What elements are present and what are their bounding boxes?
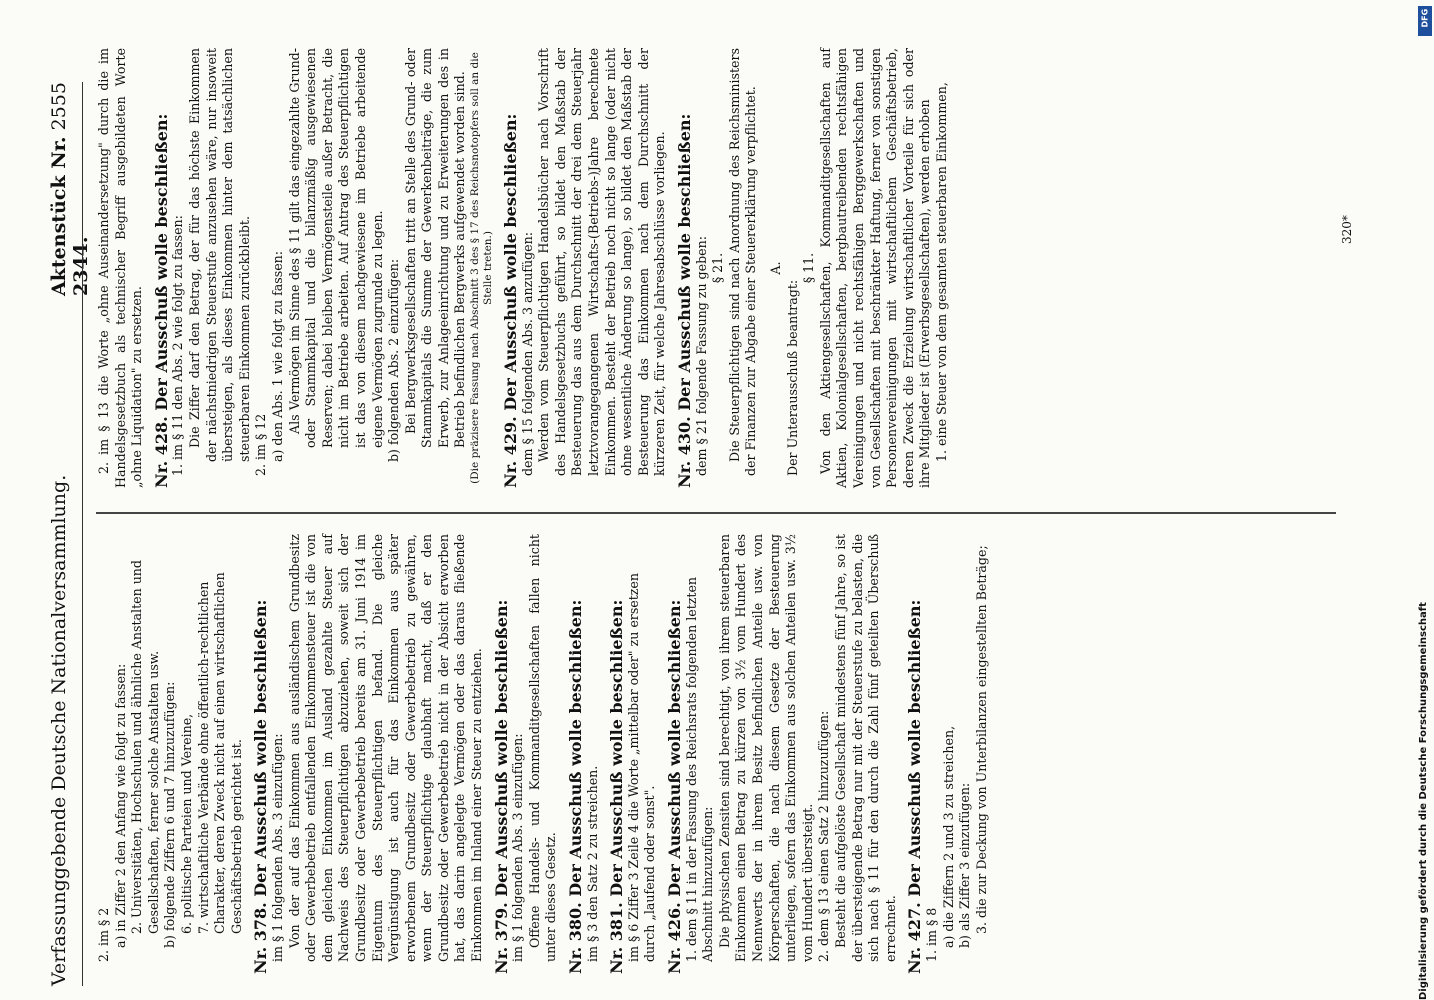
paragraph: Die physischen Zensiten sind berechtigt, von ihrem steuerbaren Einkommen einen Betrag zu kürzen von 3½ vom Hundert des Nennwerts der in ihrem Besitz befindlichen Anteile usw. von Körperschaften, die nach diesem Gesetze der Besteuerung unterliegen, sofern das Einkommen aus solchen Anteilen usw. 3½ vom Hundert übersteigt. — [716, 534, 815, 962]
text-line: im § 6 Ziffer 3 Zeile 4 die Worte „mittelbar oder" zu ersetzen durch „laufend oder sonst". — [625, 573, 658, 962]
page-footer-mark: 320* — [1340, 215, 1354, 244]
section-heading: Nr. 426. Der Ausschuß wolle beschließen: — [665, 599, 684, 974]
paragraph: Bei Bergwerksgesellschaften tritt an Stelle des Grund- oder Stammkapitals die Summe der Gewerkenbeiträge, die zum Erwerb, zur Anlageeinrichtung und zu Erweiterungen des in Betrieb befindlichen Bergwerks aufgewendet worden sind. — [402, 48, 468, 448]
right-column — [96, 48, 951, 488]
text-line: im § 1 folgenden Abs. 3 einzufügen: — [269, 733, 285, 962]
text-line: 6. politische Parteien und Vereine, — [178, 713, 194, 934]
header-document-number: Aktenstück Nr. 2344. — [48, 136, 92, 296]
text-line: b) folgende Ziffern 6 und 7 hinzuzufügen: — [162, 681, 178, 948]
paragraph: Von den Aktiengesellschaften, Kommanditgesellschaften auf Aktien, Kolonialgesellschaften, bergbautreibenden rechtsfähigen Vereinigungen und nicht rechtsfähigen Berggewerkschaften und von Gesellschaften mit beschränkter Haftung, ferner von sonstigen Personenvereinigungen mit wirtschaftlichem Geschäftsbetrieb, deren Zweck die Erzielung wirtschaftlicher Vorteile für sich oder ihre Mitglieder ist (Erwerbsgesellschaften), werden erhoben — [817, 48, 933, 488]
text-line: b) als Ziffer 3 einzufügen: — [957, 782, 973, 948]
text-line: 2. im § 12 — [253, 413, 269, 476]
text-line: 2. im § 2 — [96, 907, 111, 962]
page-header — [44, 82, 92, 986]
paragraph: Als Vermögen im Sinne des § 11 gilt das eingezahlte Grund- oder Stammkapital und die bilanzmäßig ausgewiesenen Reserven; dabei bleiben Vermögensteile außer Betracht, die nicht im Betriebe arbeiten. Auf Antrag des Steuerpflichtigen ist das von diesem nachgewiesene im Betriebe arbeitende eigene Vermögen zugrunde zu legen. — [286, 48, 385, 448]
paragraph-symbol: § 11. — [801, 252, 817, 284]
left-column — [96, 534, 990, 974]
header-rule — [82, 82, 83, 986]
section-heading: Nr. 381. Der Ausschuß wolle beschließen: — [607, 599, 627, 974]
text-line: 2. dem § 13 einen Satz 2 hinzuzufügen: — [816, 710, 832, 962]
paragraph: Die Steuerpflichtigen sind nach Anordnung des Reichsministers der Finanzen zur Abgabe einer Steuererklärung verpflichtet. — [726, 48, 759, 476]
text-line: a) die Ziffern 2 und 3 zu streichen, — [940, 725, 956, 948]
text-line: 2. Universitäten, Hochschulen und ähnliche Anstalten und Gesellschaften, ferner solche Anstalten usw. — [129, 560, 161, 934]
text-line: 1. im § 8 — [923, 907, 939, 962]
digitization-credit: Digitalisierung gefördert durch die Deutsche Forschungsgemeinschaft — [1418, 602, 1429, 1000]
text-line: dem § 21 folgende Fassung zu geben: — [693, 236, 709, 476]
text-line: im § 1 folgenden Abs. 3 einzufügen: — [510, 733, 526, 962]
paragraph: Besteht die aufgelöste Gesellschaft mindestens fünf Jahre, so ist der übersteigende Betrag nur mit der Steuerstufe zu belasten, die sich nach § 11 für den durch die Zahl fünf geteilten Überschuß errechnet. — [832, 534, 898, 962]
text-line: b) folgenden Abs. 2 einzufügen: — [386, 258, 402, 462]
section-heading: Nr. 429. Der Ausschuß wolle beschließen: — [501, 113, 521, 488]
section-heading: Nr. 378. Der Ausschuß wolle beschließen: — [251, 599, 271, 974]
text-line: a) in Ziffer 2 den Anfang wie folgt zu fassen: — [112, 663, 128, 948]
section-heading: Nr. 428. Der Ausschuß wolle beschließen: — [151, 113, 171, 488]
text-line: dem § 15 folgenden Abs. 3 anzufügen: — [519, 232, 535, 476]
paragraph: 2. im § 13 die Worte „ohne Auseinandersetzung" durch die im Handelsgesetzbuch als technischer Begriff ausgebildeten Worte „ohne Liquidation" zu ersetzen. — [96, 48, 145, 488]
section-heading: Nr. 380. Der Ausschuß wolle beschließen: — [566, 599, 586, 974]
text-line: 7. wirtschaftliche Verbände ohne öffentlich-rechtlichen Charakter, deren Zweck nicht auf einen wirtschaftlichen Geschäftsbetrieb gerichtet ist. — [195, 572, 244, 934]
section-heading: Nr. 427. Der Ausschuß wolle beschließen: — [905, 599, 925, 974]
text-line: 1. dem § 11 in der Fassung des Reichsrats folgenden letzten Abschnitt hinzuzufügen: — [683, 576, 716, 962]
text-line: im § 3 den Satz 2 zu streichen. — [584, 765, 600, 962]
text-line: 1. im § 11 den Abs. 2 wie folgt zu fassen: — [170, 215, 186, 476]
header-page-number: 2555 — [48, 82, 70, 131]
paragraph: Werden vom Steuerpflichtigen Handelsbücher nach Vorschrift des Handelsgesetzbuchs geführt, so bildet den Maßstab der Besteuerung das aus dem Durchschnitt der drei dem Steuerjahr letztvorangegangenen Wirtschafts-(Betriebs-)Jahre berechnete Einkommen. Besteht der Betrieb noch nicht so lange (oder nicht ohne wesentliche Änderung so lange), so bildet den Maßstab der Besteuerung das Einkommen nach dem Durchschnitt der kürzeren Zeit, für welche Jahresabschlüsse vorliegen. — [536, 48, 668, 476]
text-line: a) den Abs. 1 wie folgt zu fassen: — [269, 250, 285, 462]
header-assembly-title: Verfassunggebende Deutsche Nationalversammlung. — [48, 474, 70, 986]
paragraph: Offene Handels- und Kommanditgesellschaften fallen nicht unter dieses Gesetz. — [526, 534, 559, 962]
section-heading: Nr. 379. Der Ausschuß wolle beschließen: — [491, 599, 511, 974]
text-line: 3. die zur Deckung von Unterbilanzen eingestellten Beträge; — [973, 545, 989, 934]
dfg-logo: DFG — [1418, 6, 1432, 36]
text-line: Der Unterausschuß beantragt: — [784, 279, 800, 476]
column-divider — [96, 512, 1336, 514]
paragraph: Die Ziffer darf den Betrag, der für das höchste Einkommen der nächstniedrigen Steuerstufe anzusehen wäre, nur insoweit übersteigen, als dieses Einkommen hinter dem tatsächlichen steuerbaren Einkommen zurückbleibt. — [186, 48, 252, 462]
text-line: 1. eine Steuer von dem gesamten steuerbaren Einkommen, — [933, 82, 949, 462]
section-heading: Nr. 430. Der Ausschuß wolle beschließen: — [675, 113, 694, 488]
paragraph: Von der auf das Einkommen aus ausländischem Grundbesitz oder Gewerbebetrieb entfallenden Einkommensteuer ist die von dem gleichen Einkommen im Ausland gezahlte Steuer auf Nachweis des Steuerpflichtigen abzuziehen, soweit sich der Grundbesitz oder Gewerbebetrieb bereits am 31. Juni 1914 im Eigentum des Steuerpflichtigen befand. Die gleiche Vergünstigung ist auch für das Einkommen aus später erworbenem Grundbesitz oder Gewerbebetrieb zu gewähren, wenn der Steuerpflichtige glaubhaft macht, daß er den Grundbesitz oder Gewerbebetrieb nicht in der Absicht erworben hat, das darin angelegte Vermögen oder das daraus fließende Einkommen im Inland einer Steuer zu entziehen. — [286, 534, 485, 962]
subsection-letter: A. — [767, 261, 783, 275]
editorial-note: (Die präzisere Fassung nach Abschnitt 3 des § 17 des Reichsnotopfers soll an die Stelle treten.) — [469, 52, 495, 484]
paragraph-symbol: § 21. — [710, 252, 726, 284]
